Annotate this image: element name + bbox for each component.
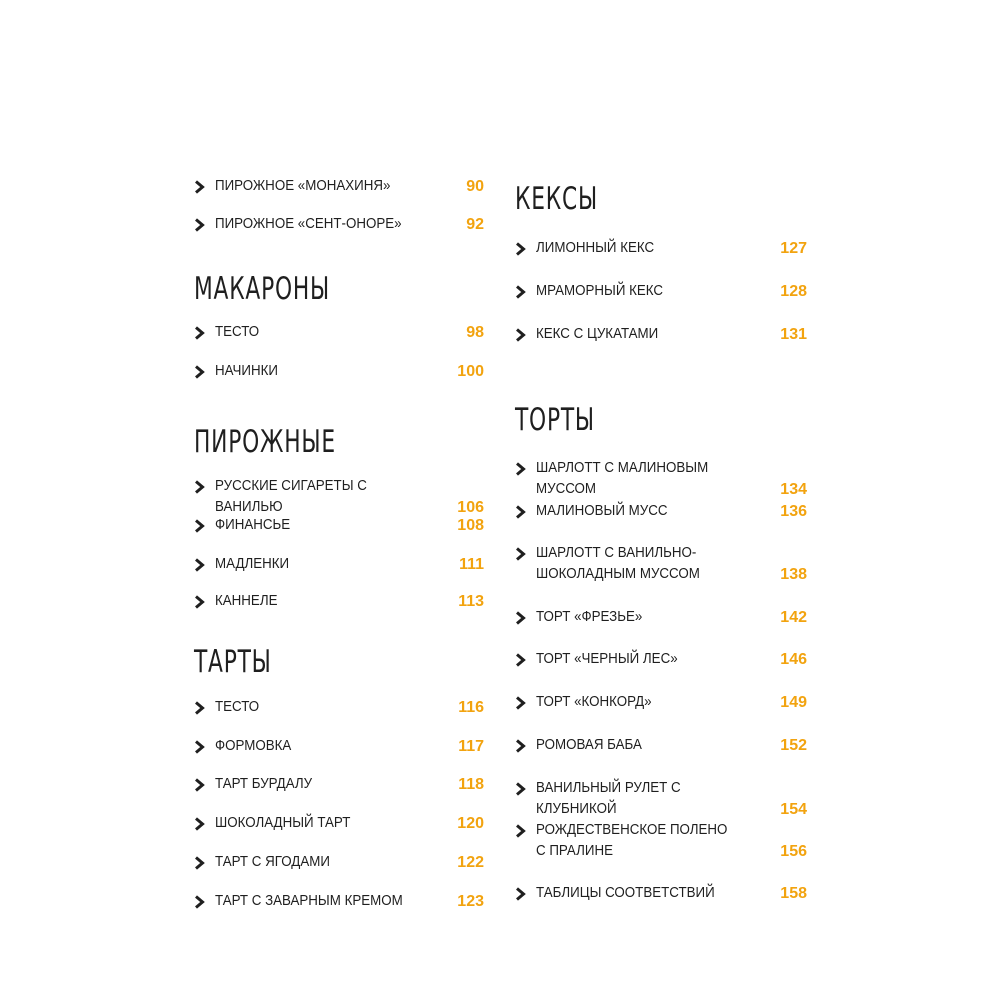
toc-entry-page: 142 — [780, 609, 807, 626]
toc-entry[interactable] — [515, 324, 807, 345]
toc-entry-label: ТОРТ «КОНКОРД» — [536, 694, 652, 710]
toc-entry-label: КАННЕЛЕ — [215, 593, 278, 609]
toc-entry-page: 138 — [780, 566, 807, 583]
toc-entry[interactable] — [515, 458, 807, 500]
toc-entry-label: РОЖДЕСТВЕНСКОЕ ПОЛЕНО С ПРАЛИНЕ — [536, 822, 728, 859]
chevron-right-icon — [515, 328, 526, 342]
chevron-right-icon — [515, 696, 526, 710]
toc-entry[interactable] — [515, 692, 807, 713]
chevron-right-icon — [515, 242, 526, 256]
toc-entry-page: 108 — [457, 517, 484, 534]
toc-entry[interactable] — [515, 778, 807, 820]
chevron-right-icon — [515, 462, 526, 476]
toc-entry-page: 158 — [780, 885, 807, 902]
toc-entry[interactable] — [515, 649, 807, 670]
toc-entry-label: ТАРТ С ЗАВАРНЫМ КРЕМОМ — [215, 893, 403, 909]
section-title-macarons: МАКАРОНЫ — [194, 271, 331, 307]
toc-entry[interactable] — [194, 813, 484, 834]
chevron-right-icon — [194, 365, 205, 379]
toc-entry-label: ТАРТ С ЯГОДАМИ — [215, 854, 330, 870]
toc-entry-page: 149 — [780, 694, 807, 711]
toc-entry-page: 111 — [459, 556, 484, 573]
toc-entry-page: 128 — [780, 283, 807, 300]
toc-entry[interactable] — [194, 476, 484, 518]
toc-entry-page: 122 — [457, 854, 484, 871]
toc-entry[interactable] — [515, 281, 807, 302]
toc-entry-label: ЛИМОННЫЙ КЕКС — [536, 240, 655, 256]
chevron-right-icon — [194, 895, 205, 909]
chevron-right-icon — [515, 505, 526, 519]
chevron-right-icon — [515, 611, 526, 625]
toc-entry-page: 152 — [780, 737, 807, 754]
chevron-right-icon — [194, 856, 205, 870]
section-title-pastries: ПИРОЖНЫЕ — [194, 424, 336, 460]
toc-entry-label: ТЕСТО — [215, 324, 260, 340]
chevron-right-icon — [515, 887, 526, 901]
toc-entry[interactable] — [515, 735, 807, 756]
toc-entry-page: 92 — [466, 216, 484, 233]
toc-entry-page: 134 — [780, 481, 807, 498]
toc-entry-label: ШАРЛОТТ С МАЛИНОВЫМ МУССОМ — [536, 460, 709, 497]
toc-entry[interactable] — [194, 697, 484, 718]
toc-entry-label: КЕКС С ЦУКАТАМИ — [536, 326, 659, 342]
toc-entry[interactable] — [194, 554, 484, 575]
toc-entry[interactable] — [194, 214, 484, 235]
toc-entry[interactable] — [515, 820, 807, 862]
toc-entry-label: ПИРОЖНОЕ «МОНАХИНЯ» — [215, 178, 391, 194]
toc-entry-page: 136 — [780, 503, 807, 520]
chevron-right-icon — [515, 653, 526, 667]
toc-entry-page: 146 — [780, 651, 807, 668]
toc-entry-page: 131 — [780, 326, 807, 343]
chevron-right-icon — [194, 326, 205, 340]
section-title-tarts: ТАРТЫ — [194, 644, 272, 680]
toc-entry-label: ТОРТ «ЧЕРНЫЙ ЛЕС» — [536, 651, 678, 667]
toc-entry-page: 117 — [458, 738, 484, 755]
chevron-right-icon — [194, 180, 205, 194]
toc-entry-label: ШАРЛОТТ С ВАНИЛЬНО- ШОКОЛАДНЫМ МУССОМ — [536, 545, 700, 582]
chevron-right-icon — [194, 480, 205, 494]
toc-entry-label: ВАНИЛЬНЫЙ РУЛЕТ С КЛУБНИКОЙ — [536, 780, 681, 817]
toc-entry-label: ШОКОЛАДНЫЙ ТАРТ — [215, 815, 351, 831]
chevron-right-icon — [194, 701, 205, 715]
toc-entry-label: ПИРОЖНОЕ «СЕНТ-ОНОРЕ» — [215, 216, 402, 232]
toc-entry-page: 90 — [466, 178, 484, 195]
toc-entry-label: МРАМОРНЫЙ КЕКС — [536, 283, 664, 299]
toc-entry[interactable] — [194, 176, 484, 197]
toc-entry-page: 98 — [466, 324, 484, 341]
toc-entry[interactable] — [194, 322, 484, 343]
toc-entry[interactable] — [194, 852, 484, 873]
toc-entry-page: 118 — [458, 776, 484, 793]
toc-entry[interactable] — [194, 736, 484, 757]
toc-entry-page: 113 — [458, 593, 484, 610]
chevron-right-icon — [194, 817, 205, 831]
toc-entry-label: РОМОВАЯ БАБА — [536, 737, 642, 753]
toc-entry-label: ТАБЛИЦЫ СООТВЕТСТВИЙ — [536, 885, 715, 901]
toc-entry[interactable] — [194, 891, 484, 912]
toc-entry-label: ТАРТ БУРДАЛУ — [215, 776, 313, 792]
toc-entry-page: 123 — [457, 893, 484, 910]
chevron-right-icon — [515, 547, 526, 561]
section-title-cakes: КЕКСЫ — [515, 181, 598, 217]
toc-entry-label: ФИНАНСЬЕ — [215, 517, 291, 533]
toc-entry-label: ТОРТ «ФРЕЗЬЕ» — [536, 609, 643, 625]
toc-entry[interactable] — [194, 361, 484, 382]
toc-entry-label: НАЧИНКИ — [215, 363, 278, 379]
section-title-tortes: ТОРТЫ — [515, 402, 595, 438]
chevron-right-icon — [194, 740, 205, 754]
toc-entry-label: РУССКИЕ СИГАРЕТЫ С ВАНИЛЬЮ — [215, 478, 367, 515]
chevron-right-icon — [194, 778, 205, 792]
toc-entry-label: МАЛИНОВЫЙ МУСС — [536, 503, 668, 519]
toc-entry[interactable] — [515, 238, 807, 259]
toc-entry[interactable] — [194, 591, 484, 612]
toc-entry-page: 156 — [780, 843, 807, 860]
chevron-right-icon — [515, 824, 526, 838]
toc-entry-page: 116 — [458, 699, 484, 716]
toc-entry-page: 154 — [780, 801, 807, 818]
toc-entry[interactable] — [515, 543, 807, 585]
toc-entry[interactable] — [515, 883, 807, 904]
chevron-right-icon — [194, 558, 205, 572]
toc-entry-label: ТЕСТО — [215, 699, 260, 715]
toc-entry[interactable] — [194, 515, 484, 536]
chevron-right-icon — [515, 782, 526, 796]
toc-entry[interactable] — [515, 607, 807, 628]
toc-entry-label: МАДЛЕНКИ — [215, 556, 290, 572]
chevron-right-icon — [194, 218, 205, 232]
toc-entry-page: 127 — [780, 240, 807, 257]
toc-entry-label: ФОРМОВКА — [215, 738, 292, 754]
toc-entry-page: 120 — [457, 815, 484, 832]
toc-entry-page: 100 — [457, 363, 484, 380]
toc-entry[interactable] — [194, 774, 484, 795]
chevron-right-icon — [515, 739, 526, 753]
toc-entry-page: 106 — [457, 499, 484, 516]
chevron-right-icon — [194, 595, 205, 609]
chevron-right-icon — [194, 519, 205, 533]
chevron-right-icon — [515, 285, 526, 299]
toc-entry[interactable] — [515, 501, 807, 522]
